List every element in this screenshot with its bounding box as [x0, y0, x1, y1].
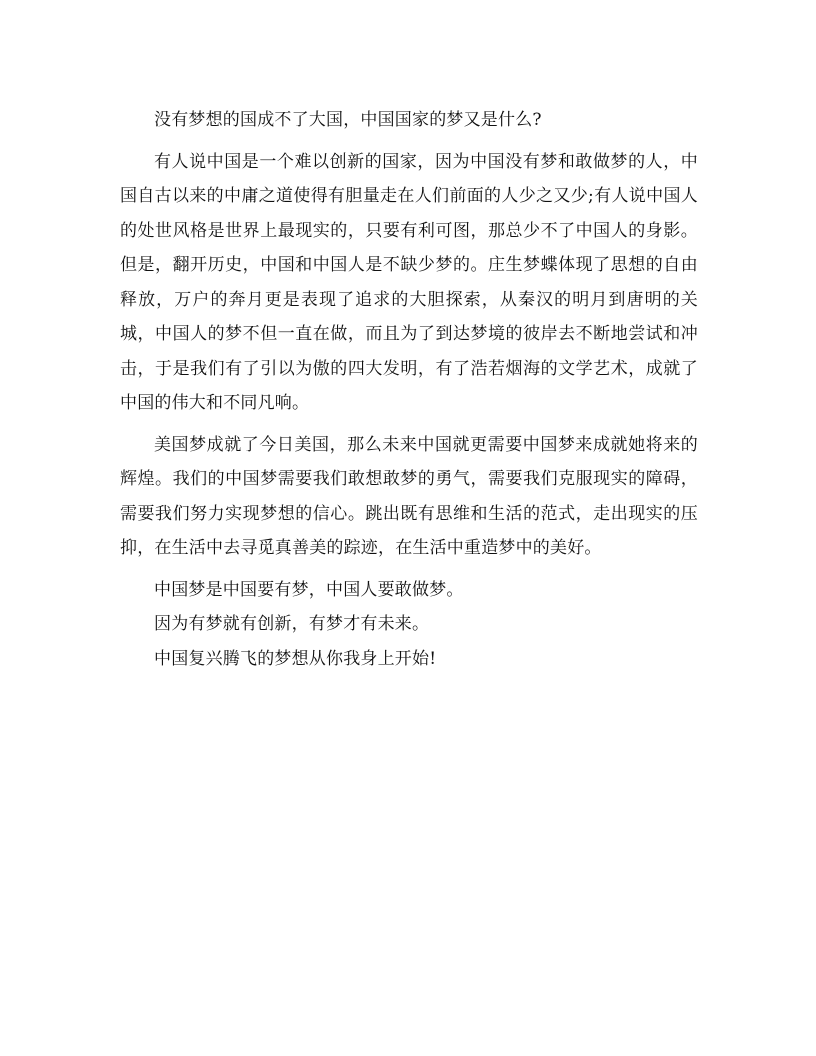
paragraph-china-dream: 美国梦成就了今日美国，那么未来中国就更需要中国梦来成就她将来的辉煌。我们的中国梦需要我们敢想敢梦的勇气，需要我们克服现实的障碍，需要我们努力实现梦想的信心。跳出既有思维和生活的范式，走出现实的压抑，在生活中去寻觅真善美的踪迹，在生活中重造梦中的美好。: [120, 434, 698, 558]
paragraph-dare-to-dream: 中国梦是中国要有梦，中国人要敢做梦。: [154, 579, 464, 600]
paragraph-closing: 中国复兴腾飞的梦想从你我身上开始!: [154, 648, 437, 669]
paragraph-spacer: [120, 566, 698, 573]
paragraph-intro-question: 没有梦想的国成不了大国，中国国家的梦又是什么?: [154, 110, 542, 130]
document-body: [120, 103, 698, 676]
paragraph-spacer: [120, 138, 698, 145]
paragraph-spacer: [120, 421, 698, 428]
paragraph-history-dreams: 有人说中国是一个难以创新的国家，因为中国没有梦和敢做梦的人，中国自古以来的中庸之道使得有胆量走在人们前面的人少之又少;有人说中国人的处世风格是世界上最现实的，只要有利可图，那总少不了中国人的身影。但是，翻开历史，中国和中国人是不缺少梦的。庄生梦蝶体现了思想的自由释放，万户的奔月更是表现了追求的大胆探索，从秦汉的明月到唐明的关城，中国人的梦不但一直在做，而且为了到达梦境的彼岸去不断地尝试和冲击，于是我们有了引以为傲的四大发明，有了浩若烟海的文学艺术，成就了中国的伟大和不同凡响。: [120, 151, 698, 413]
paragraph-innovation-future: 因为有梦就有创新，有梦才有未来。: [154, 614, 430, 634]
